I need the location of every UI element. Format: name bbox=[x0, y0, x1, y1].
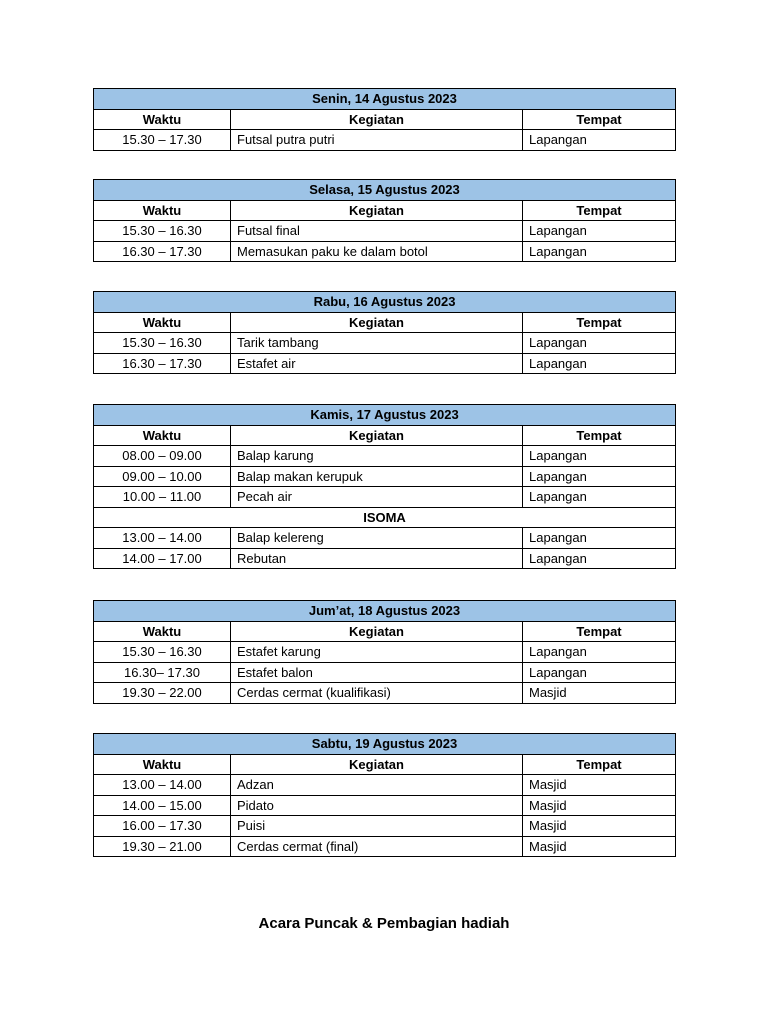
activity-cell: Adzan bbox=[231, 775, 523, 796]
column-header-activity: Kegiatan bbox=[231, 621, 523, 642]
activity-cell: Pidato bbox=[231, 795, 523, 816]
place-cell: Lapangan bbox=[523, 642, 676, 663]
table-row bbox=[94, 836, 676, 857]
activity-cell: Estafet balon bbox=[231, 662, 523, 683]
column-header-time: Waktu bbox=[94, 312, 231, 333]
place-cell: Lapangan bbox=[523, 333, 676, 354]
place-cell: Masjid bbox=[523, 816, 676, 837]
time-cell: 14.00 – 15.00 bbox=[94, 795, 231, 816]
closing-event-title: Acara Puncak & Pembagian hadiah bbox=[258, 915, 510, 932]
table-row bbox=[94, 816, 676, 837]
column-header-place: Tempat bbox=[523, 312, 676, 333]
table-row bbox=[94, 683, 676, 704]
time-cell: 15.30 – 16.30 bbox=[94, 642, 231, 663]
time-cell: 16.30– 17.30 bbox=[94, 662, 231, 683]
day-title: Senin, 14 Agustus 2023 bbox=[94, 89, 676, 110]
time-cell: 09.00 – 10.00 bbox=[94, 466, 231, 487]
table-row bbox=[94, 642, 676, 663]
place-cell: Lapangan bbox=[523, 353, 676, 374]
table-row bbox=[94, 795, 676, 816]
place-cell: Lapangan bbox=[523, 446, 676, 467]
schedule-table-kamis bbox=[93, 404, 676, 569]
column-header-activity: Kegiatan bbox=[231, 425, 523, 446]
day-title: Selasa, 15 Agustus 2023 bbox=[94, 180, 676, 201]
place-cell: Lapangan bbox=[523, 130, 676, 151]
day-title: Jum’at, 18 Agustus 2023 bbox=[94, 601, 676, 622]
column-header-time: Waktu bbox=[94, 109, 231, 130]
place-cell: Masjid bbox=[523, 683, 676, 704]
place-cell: Masjid bbox=[523, 795, 676, 816]
column-header-place: Tempat bbox=[523, 425, 676, 446]
activity-cell: Estafet karung bbox=[231, 642, 523, 663]
column-header-place: Tempat bbox=[523, 109, 676, 130]
table-row bbox=[94, 221, 676, 242]
time-cell: 15.30 – 16.30 bbox=[94, 333, 231, 354]
table-row bbox=[94, 241, 676, 262]
time-cell: 19.30 – 21.00 bbox=[94, 836, 231, 857]
column-header-time: Waktu bbox=[94, 754, 231, 775]
column-header-activity: Kegiatan bbox=[231, 312, 523, 333]
table-row bbox=[94, 353, 676, 374]
time-cell: 19.30 – 22.00 bbox=[94, 683, 231, 704]
activity-cell: Balap makan kerupuk bbox=[231, 466, 523, 487]
table-row bbox=[94, 130, 676, 151]
place-cell: Masjid bbox=[523, 775, 676, 796]
activity-cell: Tarik tambang bbox=[231, 333, 523, 354]
table-row bbox=[94, 775, 676, 796]
time-cell: 14.00 – 17.00 bbox=[94, 548, 231, 569]
column-header-time: Waktu bbox=[94, 621, 231, 642]
time-cell: 16.30 – 17.30 bbox=[94, 241, 231, 262]
day-title: Sabtu, 19 Agustus 2023 bbox=[94, 734, 676, 755]
column-header-place: Tempat bbox=[523, 621, 676, 642]
table-row bbox=[94, 528, 676, 549]
schedule-table-senin bbox=[93, 88, 676, 151]
activity-cell: Cerdas cermat (kualifikasi) bbox=[231, 683, 523, 704]
activity-cell: Futsal final bbox=[231, 221, 523, 242]
column-header-place: Tempat bbox=[523, 754, 676, 775]
activity-cell: Estafet air bbox=[231, 353, 523, 374]
time-cell: 08.00 – 09.00 bbox=[94, 446, 231, 467]
break-row bbox=[94, 507, 676, 528]
place-cell: Lapangan bbox=[523, 221, 676, 242]
time-cell: 16.00 – 17.30 bbox=[94, 816, 231, 837]
table-row bbox=[94, 466, 676, 487]
column-header-activity: Kegiatan bbox=[231, 754, 523, 775]
time-cell: 10.00 – 11.00 bbox=[94, 487, 231, 508]
table-row bbox=[94, 662, 676, 683]
schedule-table-jumat bbox=[93, 600, 676, 704]
activity-cell: Puisi bbox=[231, 816, 523, 837]
place-cell: Lapangan bbox=[523, 241, 676, 262]
time-cell: 13.00 – 14.00 bbox=[94, 775, 231, 796]
place-cell: Lapangan bbox=[523, 466, 676, 487]
time-cell: 13.00 – 14.00 bbox=[94, 528, 231, 549]
place-cell: Lapangan bbox=[523, 548, 676, 569]
place-cell: Lapangan bbox=[523, 662, 676, 683]
column-header-time: Waktu bbox=[94, 425, 231, 446]
schedule-table-sabtu bbox=[93, 733, 676, 857]
table-row bbox=[94, 446, 676, 467]
place-cell: Lapangan bbox=[523, 487, 676, 508]
place-cell: Masjid bbox=[523, 836, 676, 857]
table-row bbox=[94, 487, 676, 508]
activity-cell: Memasukan paku ke dalam botol bbox=[231, 241, 523, 262]
activity-cell: Pecah air bbox=[231, 487, 523, 508]
column-header-activity: Kegiatan bbox=[231, 109, 523, 130]
activity-cell: Rebutan bbox=[231, 548, 523, 569]
column-header-activity: Kegiatan bbox=[231, 200, 523, 221]
place-cell: Lapangan bbox=[523, 528, 676, 549]
table-row bbox=[94, 333, 676, 354]
activity-cell: Cerdas cermat (final) bbox=[231, 836, 523, 857]
time-cell: 15.30 – 16.30 bbox=[94, 221, 231, 242]
day-title: Rabu, 16 Agustus 2023 bbox=[94, 292, 676, 313]
table-row bbox=[94, 548, 676, 569]
column-header-place: Tempat bbox=[523, 200, 676, 221]
break-label: ISOMA bbox=[94, 507, 676, 528]
schedule-table-rabu bbox=[93, 291, 676, 374]
time-cell: 16.30 – 17.30 bbox=[94, 353, 231, 374]
column-header-time: Waktu bbox=[94, 200, 231, 221]
time-cell: 15.30 – 17.30 bbox=[94, 130, 231, 151]
day-title: Kamis, 17 Agustus 2023 bbox=[94, 405, 676, 426]
activity-cell: Futsal putra putri bbox=[231, 130, 523, 151]
schedule-table-selasa bbox=[93, 179, 676, 262]
activity-cell: Balap kelereng bbox=[231, 528, 523, 549]
activity-cell: Balap karung bbox=[231, 446, 523, 467]
